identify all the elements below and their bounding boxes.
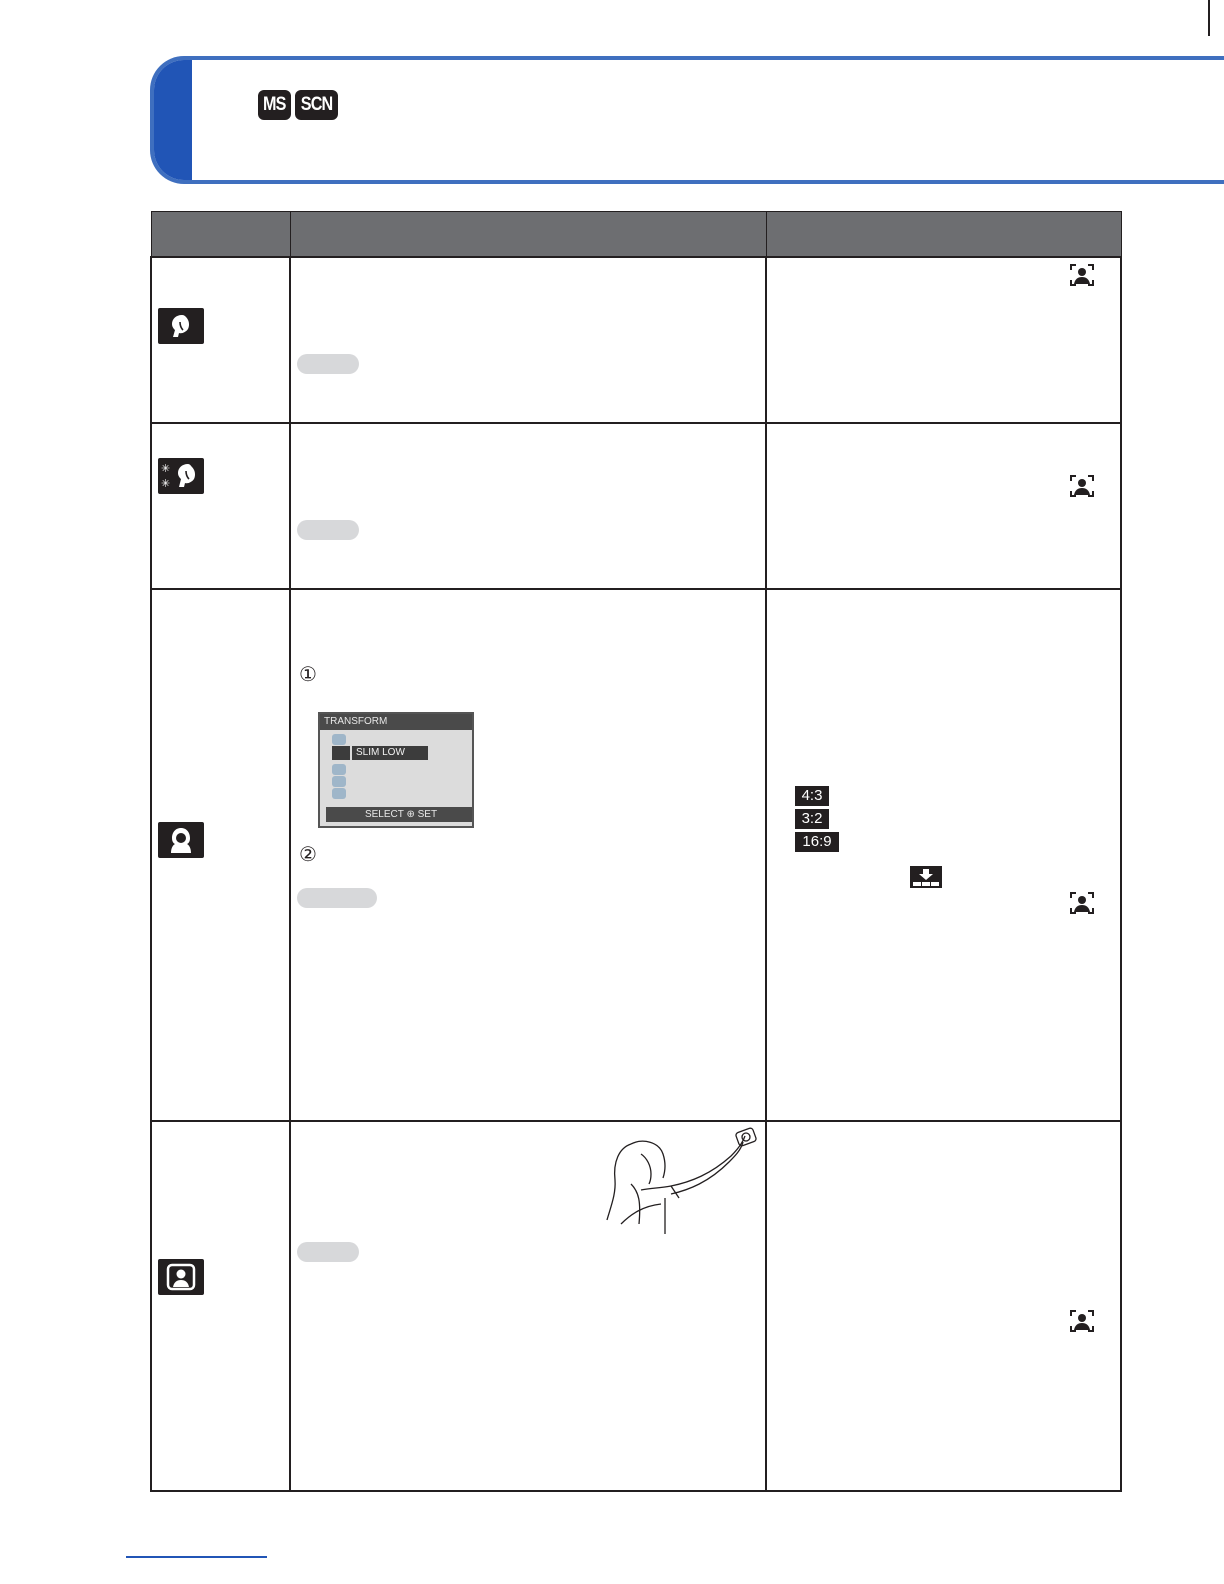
mode-icons: [258, 90, 338, 120]
self-portrait-illustration: [601, 1124, 761, 1236]
notes-cell: [766, 423, 1121, 589]
picture-size-icon: [910, 866, 942, 888]
menu-option-icon: [332, 764, 346, 775]
scene-cell: [151, 257, 290, 423]
self-portrait-icon: [158, 1259, 204, 1295]
table-row: [151, 423, 1121, 589]
usage-cell: [290, 423, 766, 589]
scene-mode-table: [150, 211, 1122, 1492]
ms-mode-icon: MS: [258, 90, 291, 120]
usage-cell: [290, 589, 766, 1121]
table-row: [151, 257, 1121, 423]
table-row: [151, 589, 1121, 1121]
menu-option-icon: [332, 788, 346, 799]
table-header-usage: [290, 212, 766, 258]
table-header-notes: [766, 212, 1121, 258]
step-1-marker: ①: [299, 664, 317, 686]
section-header-tab: [154, 60, 192, 180]
scene-cell: [151, 589, 290, 1121]
usage-cell: [290, 257, 766, 423]
menu-option-icon: [332, 776, 346, 787]
scene-cell: [151, 1121, 290, 1491]
aspect-4-3-icon: 4:3: [795, 786, 829, 806]
face-detection-icon: [1070, 475, 1094, 497]
aspect-3-2-icon: 3:2: [795, 809, 829, 829]
soft-skin-icon: [158, 458, 204, 494]
notes-cell: [766, 589, 1121, 1121]
svg-text:✳: ✳: [161, 462, 171, 475]
footer-link-underline[interactable]: [126, 1556, 267, 1558]
aspect-16-9-icon: 16:9: [795, 832, 839, 852]
notes-cell: [766, 257, 1121, 423]
transform-menu-screen: [318, 712, 474, 828]
menu-option-icon: [332, 734, 346, 745]
table-header-scene: [151, 212, 290, 258]
svg-text:✳: ✳: [161, 477, 171, 490]
scene-cell: [151, 423, 290, 589]
scn-mode-icon: SCN: [295, 90, 338, 120]
selected-option-label: SLIM LOW: [352, 746, 428, 760]
usage-cell: [290, 1121, 766, 1491]
selected-option-icon: [332, 746, 350, 760]
tips-label-pill: [297, 1242, 359, 1262]
face-detection-icon: [1070, 1310, 1094, 1332]
top-edge-rule: [1208, 0, 1210, 36]
note-label-pill: [297, 888, 377, 908]
screen-footer: SELECT ⊕ SET: [326, 807, 474, 822]
portrait-icon: [158, 308, 204, 344]
section-header-band: [150, 56, 1224, 184]
face-detection-icon: [1070, 892, 1094, 914]
tips-label-pill: [297, 520, 359, 540]
notes-cell: [766, 1121, 1121, 1491]
step-2-marker: ②: [299, 844, 317, 866]
transform-icon: [158, 822, 204, 858]
tips-label-pill: [297, 354, 359, 374]
face-detection-icon: [1070, 264, 1094, 286]
table-header-row: [151, 212, 1121, 258]
table-row: [151, 1121, 1121, 1491]
screen-title: TRANSFORM: [320, 714, 472, 730]
